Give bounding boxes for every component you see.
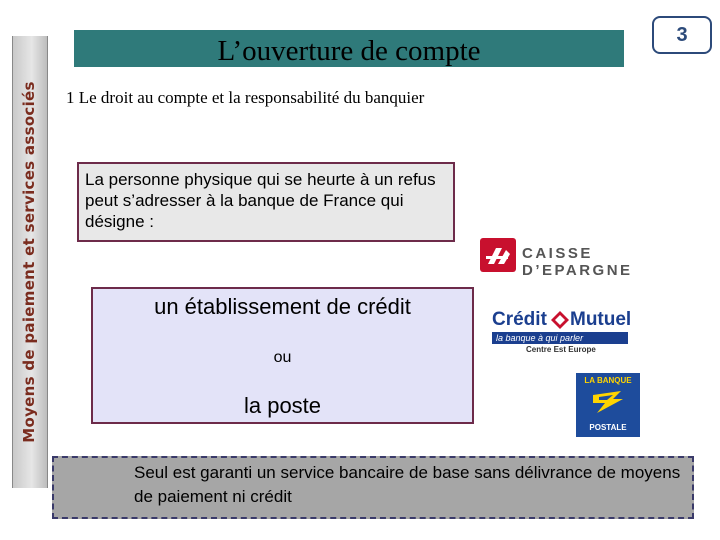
credit-mutuel-word2: Mutuel [570, 309, 632, 330]
sidebar-title: Moyens de paiement et services associés [20, 81, 38, 443]
squirrel-icon [478, 236, 518, 274]
credit-mutuel-tagline: la banque à qui parler [492, 332, 628, 344]
option-post: la poste [243, 393, 322, 418]
intro-text: La personne physique qui se heurte à un refus peut s’adresser à la banque de France qui désigne : [85, 170, 436, 231]
bird-emblem-icon [591, 389, 625, 417]
page-number-badge: 3 [652, 16, 712, 54]
credit-mutuel-word1: Crédit [492, 309, 547, 330]
caisse-epargne-logo [478, 236, 698, 279]
cross-emblem-icon [551, 311, 569, 329]
banque-postale-word2: POSTALE [589, 423, 627, 432]
credit-mutuel-logo [490, 308, 640, 356]
section-subtitle: 1 Le droit au compte et la responsabilité du banquier [66, 88, 425, 107]
options-box [91, 287, 474, 424]
option-separator: ou [273, 349, 292, 366]
banque-postale-logo [576, 373, 640, 437]
page-title: L’ouverture de compte [217, 35, 481, 67]
intro-box [77, 162, 455, 242]
banque-postale-word1: LA BANQUE [584, 376, 632, 385]
note-text: Seul est garanti un service bancaire de base sans délivrance de moyens de paiement ni crédit [134, 463, 681, 506]
option-credit-institution: un établissement de crédit [154, 294, 411, 319]
credit-mutuel-region: Centre Est Europe [526, 345, 596, 354]
note-box [52, 456, 694, 519]
caisse-epargne-name: CAISSE D’EPARGNE [522, 245, 633, 279]
